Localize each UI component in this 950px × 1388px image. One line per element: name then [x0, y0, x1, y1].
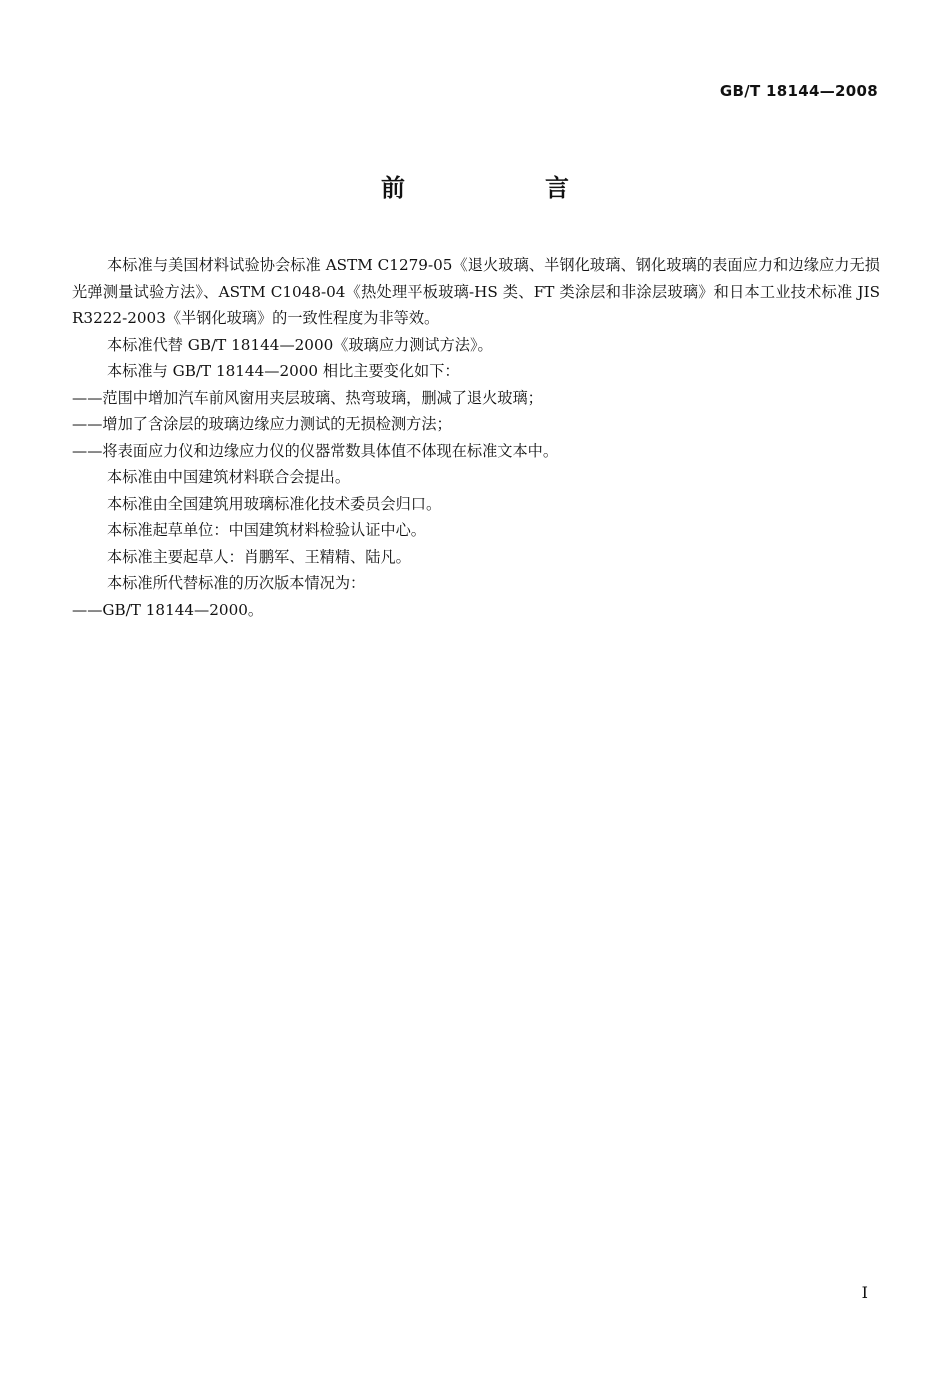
paragraph-previous-versions: 本标准所代替标准的历次版本情况为：: [107, 574, 366, 592]
paragraph-changes-intro: 本标准与 GB/T 18144—2000 相比主要变化如下：: [107, 362, 460, 380]
change-item: ——将表面应力仪和边缘应力仪的仪器常数具体值不体现在标准文本中。: [72, 441, 558, 460]
change-item: ——增加了含涂层的玻璃边缘应力测试的无损检测方法；: [72, 415, 452, 433]
page-number: I: [861, 1283, 868, 1302]
paragraph-drafting-unit: 本标准起草单位：中国建筑材料检验认证中心。: [107, 521, 426, 539]
paragraph-proposed-by: 本标准由中国建筑材料联合会提出。: [107, 468, 350, 486]
paragraph-replaces: 本标准代替 GB/T 18144—2000《玻璃应力测试方法》。: [107, 335, 493, 354]
paragraph-under-jurisdiction: 本标准由全国建筑用玻璃标准化技术委员会归口。: [107, 494, 442, 513]
page-title: 前 言: [381, 174, 627, 202]
standard-number-header: GB/T 18144—2008: [719, 82, 878, 100]
previous-version-item: ——GB/T 18144—2000。: [72, 600, 264, 619]
change-item: ——范围中增加汽车前风窗用夹层玻璃、热弯玻璃，删减了退火玻璃；: [72, 388, 543, 407]
foreword-body: [72, 252, 880, 623]
paragraph-equivalence: 本标准与美国材料试验协会标准 ASTM C1279-05《退火玻璃、半钢化玻璃、钢化玻璃的表面应力和边缘应力无损光弹测量试验方法》、ASTM C1048-04《热处理平板玻璃-HS 类、FT 类涂层和非涂层玻璃》和日本工业技术标准 JIS R3222-2003《半钢化玻璃》的一致性程度为非等效。: [72, 256, 880, 327]
paragraph-drafters: 本标准主要起草人：肖鹏军、王精精、陆凡。: [107, 547, 411, 566]
